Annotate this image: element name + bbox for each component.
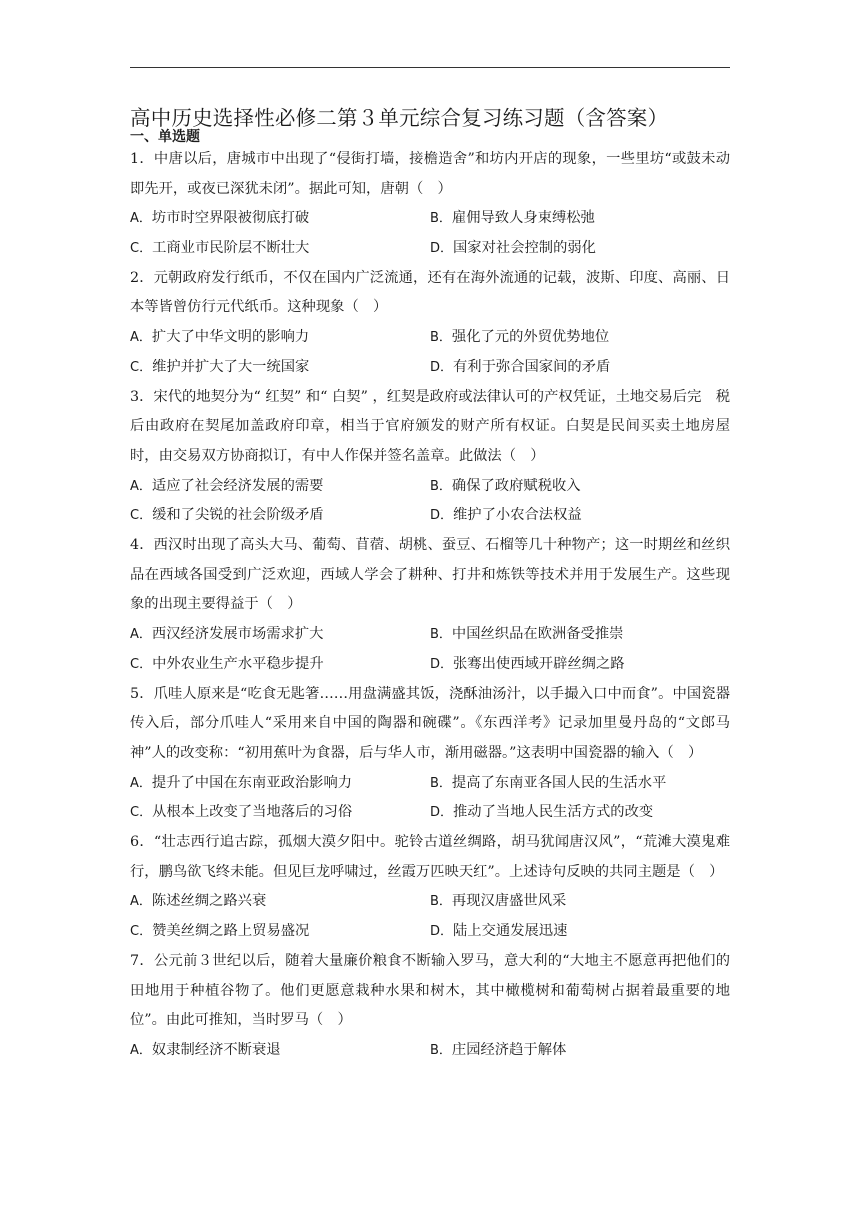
option-letter: A． [130,894,152,910]
question-item [130,680,730,828]
option-row [130,650,730,680]
option-text: 西汉经济发展市场需求扩大 [151,626,324,643]
answer-options [130,887,730,946]
option-letter: C． [130,359,153,375]
option-text: 赞美丝绸之路上贸易盛况 [152,923,310,940]
option-text: 中外农业生产水平稳步提升 [152,655,324,672]
option-letter: A． [130,627,152,643]
question-stem: 4．西汉时出现了高头大马、葡萄、苜蓿、胡桃、蚕豆、石榴等几十种物产；这一时期丝和丝织品在西域各国受到广泛欢迎，西域人学会了耕种、打井和炼铁等技术并用于发展生产。这些现象的出现主要得益于（ ） [130,537,730,613]
option-text: 雇佣导致人身束缚松弛 [451,210,595,227]
option-text: 维护并扩大了大一统国家 [152,358,310,375]
answer-options [130,1036,730,1066]
answer-option [430,798,730,828]
option-text: 维护了小农合法权益 [453,507,582,524]
document-title: 高中历史选择性必修二第３单元综合复习练习题（含答案） [130,106,669,130]
option-text: 推动了当地人民生活方式的改变 [453,804,654,821]
answer-option [430,353,730,383]
option-text: 从根本上改变了当地落后的习俗 [152,804,353,821]
option-letter: C． [130,241,153,257]
option-row [130,234,730,264]
option-row [130,917,730,947]
option-letter: A． [130,478,152,494]
option-row [130,620,730,650]
option-row [130,204,730,234]
option-letter: D． [430,924,454,940]
option-letter: D． [430,656,454,672]
answer-option [430,620,730,650]
option-text: 有利于弥合国家间的矛盾 [453,358,611,375]
answer-option [130,323,430,353]
option-letter: D． [430,805,454,821]
option-letter: C． [130,805,153,821]
answer-option [130,650,430,680]
question-item [130,383,730,531]
question-item [130,145,730,264]
option-text: 再现汉唐盛世风采 [451,893,567,910]
option-letter: C． [130,924,153,940]
option-text: 工商业市民阶层不断壮大 [152,240,310,257]
answer-option [130,917,430,947]
answer-option [130,234,430,264]
option-letter: B． [430,894,452,910]
option-row [130,769,730,799]
option-text: 中国丝织品在欧洲备受推崇 [451,626,624,643]
answer-option [430,769,730,799]
document-body [130,101,730,1066]
option-letter: C． [130,656,153,672]
answer-option [430,917,730,947]
option-letter: B． [430,211,452,227]
option-letter: A． [130,775,152,791]
answer-option [430,234,730,264]
answer-options [130,472,730,531]
answer-option [130,1036,430,1066]
question-stem: 6．“壮志西行追古踪，孤烟大漠夕阳中。驼铃古道丝绸路，胡马犹闻唐汉风”，“荒滩大漠鬼难行，鹏鸟欲飞终未能。但见巨龙呼啸过，丝霞万匹映天红”。上述诗句反映的共同主题是（ ） [130,834,730,880]
answer-option [430,650,730,680]
answer-option [130,769,430,799]
answer-option [430,204,730,234]
question-item [130,531,730,679]
option-letter: B． [430,478,452,494]
section-heading: 一、单选题 [130,129,200,145]
answer-option [430,323,730,353]
option-letter: A． [130,1042,152,1058]
option-text: 奴隶制经济不断衰退 [151,1041,281,1058]
question-stem: 7．公元前３世纪以后，随着大量廉价粮食不断输入罗马，意大利的“大地主不愿意再把他们的田地用于种植谷物了。他们更愿意栽种水果和树木，其中橄榄树和葡萄树占据着最重要的地位”。由此可推知，当时罗马（ ） [130,952,730,1029]
option-row [130,501,730,531]
option-text: 陈述丝绸之路兴衰 [151,893,267,910]
answer-option [130,798,430,828]
option-text: 陆上交通发展迅速 [453,923,568,940]
answer-option [130,472,430,502]
option-letter: A． [130,330,152,346]
question-item [130,264,730,383]
option-text: 适应了社会经济发展的需要 [151,477,324,494]
question-stem: 5．爪哇人原来是“吃食无匙箸……用盘满盛其饭，浇酥油汤汁，以手撮入口中而食”。中国瓷器传入后，部分爪哇人“采用来自中国的陶器和碗碟”。《东西洋考》记录加里曼丹岛的“文郎马神”人的改变称：“初用蕉叶为食器，后与华人市，渐用磁器。”这表明中国瓷器的输入（ ） [130,685,730,761]
option-row [130,887,730,917]
option-letter: B． [430,775,452,791]
answer-options [130,769,730,828]
option-text: 强化了元的外贸优势地位 [451,329,610,346]
option-text: 张骞出使西域开辟丝绸之路 [453,655,625,672]
option-row [130,353,730,383]
option-row [130,1036,730,1066]
answer-option [130,620,430,650]
option-letter: B． [430,1042,452,1058]
option-text: 坊市时空界限被彻底打破 [151,210,310,227]
option-letter: C． [130,508,153,524]
option-letter: D． [430,241,454,257]
answer-option [430,1036,730,1066]
option-text: 国家对社会控制的弱化 [453,240,596,257]
header-rule [130,67,730,68]
answer-options [130,204,730,263]
option-row [130,472,730,502]
answer-option [130,353,430,383]
question-stem: 3．宋代的地契分为“ 红契” 和“ 白契” ，红契是政府或法律认可的产权凭证，土地交易后完 税后由政府在契尾加盖政府印章，相当于官府颁发的财产所有权证。白契是民间买卖土地房屋时，由交易双方协商拟订，有中人作保并签名盖章。此做法（ ） [130,388,730,464]
option-letter: D． [430,359,454,375]
option-letter: D． [430,508,454,524]
option-text: 缓和了尖锐的社会阶级矛盾 [152,507,324,524]
option-text: 扩大了中华文明的影响力 [151,329,310,346]
option-row [130,798,730,828]
question-list [130,145,730,1066]
option-text: 确保了政府赋税收入 [451,477,581,494]
question-stem: 1．中唐以后，唐城市中出现了“侵街打墙，接檐造舍”和坊内开店的现象，一些里坊“或鼓未动即先开，或夜已深犹未闭”。据此可知，唐朝（ ） [130,151,730,197]
answer-options [130,620,730,679]
answer-option [430,501,730,531]
answer-option [130,501,430,531]
option-letter: B． [430,627,452,643]
question-item [130,947,730,1066]
option-row [130,323,730,353]
answer-options [130,323,730,382]
question-item [130,828,730,947]
question-stem: 2．元朝政府发行纸币，不仅在国内广泛流通，还有在海外流通的记载，波斯、印度、高丽、日本等皆曾仿行元代纸币。这种现象（ ） [130,269,730,316]
option-letter: A． [130,211,152,227]
option-text: 庄园经济趋于解体 [451,1041,567,1058]
option-text: 提升了中国在东南亚政治影响力 [151,774,353,791]
answer-option [430,472,730,502]
answer-option [430,887,730,917]
answer-option [130,204,430,234]
answer-option [130,887,430,917]
option-letter: B． [430,330,452,346]
option-text: 提高了东南亚各国人民的生活水平 [451,774,667,791]
